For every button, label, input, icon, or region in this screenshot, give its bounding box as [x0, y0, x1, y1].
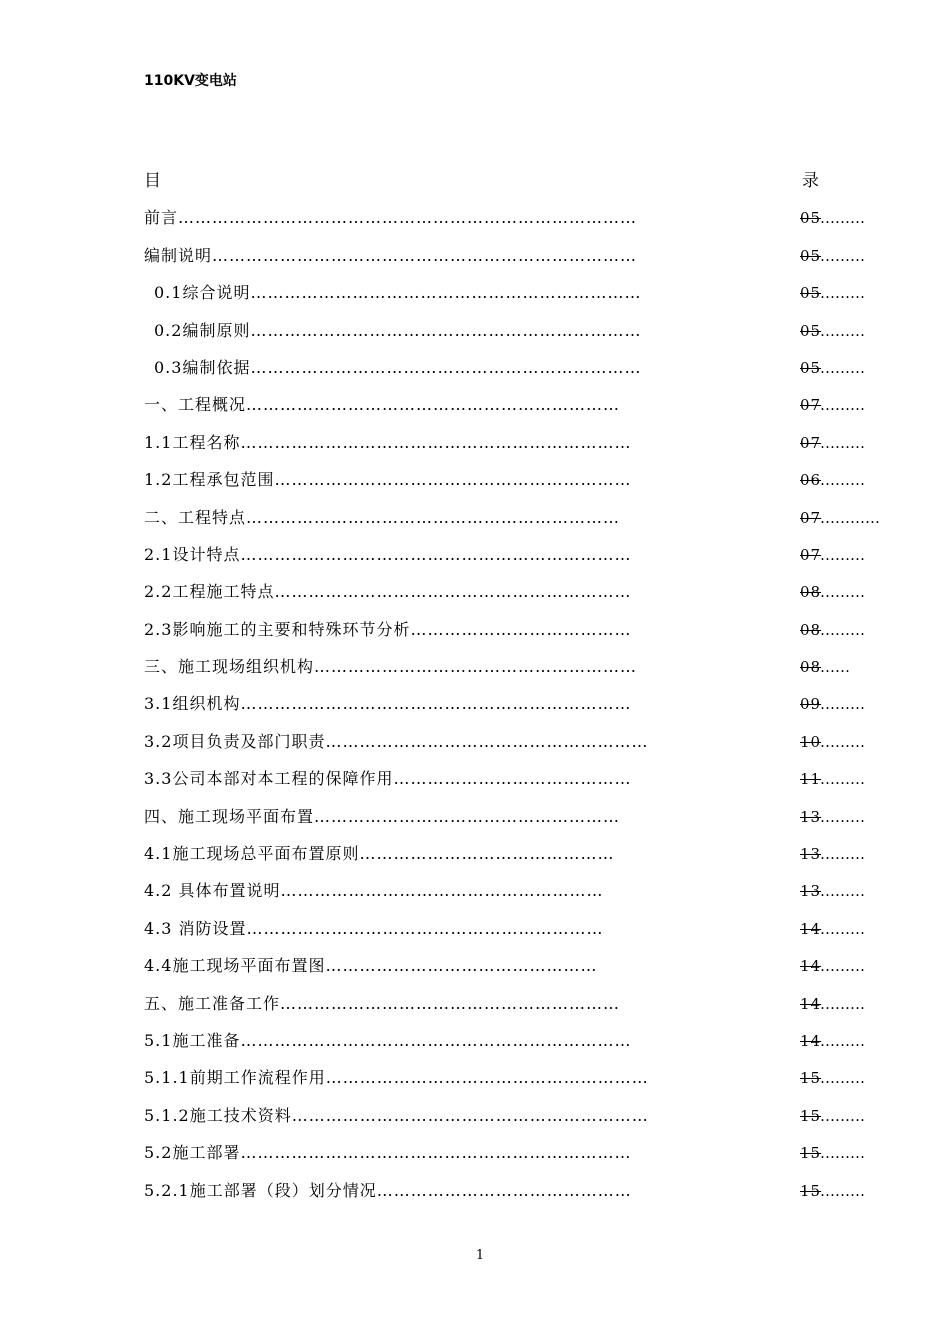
toc-entry[interactable] [144, 540, 884, 577]
toc-entry[interactable] [144, 1101, 884, 1138]
toc-entry-leader: ……… [820, 321, 865, 340]
toc-entry-leader: ……… [820, 845, 865, 864]
toc-heading-left: 目 [144, 171, 161, 191]
document-header-title: 110KV变电站 [144, 73, 237, 89]
toc-entry[interactable] [144, 764, 884, 801]
toc-entry-text: 4.2 具体布置说明………………………………………………… [144, 881, 604, 901]
toc-entry[interactable] [144, 802, 884, 839]
toc-entry-leader: ……… [820, 732, 865, 751]
toc-entry-leader: ……… [820, 471, 865, 490]
toc-entry[interactable] [144, 353, 884, 390]
toc-entry-page: 13 [800, 882, 822, 901]
toc-entry-text: 1.1工程名称…………………………………………………………… [144, 432, 632, 452]
toc-entry-leader: ……… [820, 695, 865, 714]
toc-entry-text: 5.2施工部署…………………………………………………………… [144, 1143, 632, 1163]
toc-entry-leader: ……… [820, 545, 865, 564]
toc-entry-text: 1.2工程承包范围……………………………………………………… [144, 470, 632, 490]
toc-entry[interactable] [144, 989, 884, 1026]
toc-entry-leader: ………… [820, 508, 880, 527]
toc-entry[interactable] [144, 465, 884, 502]
toc-entry[interactable] [144, 652, 884, 689]
toc-entry[interactable] [144, 689, 884, 726]
toc-entry-text: 0.3编制依据…………………………………………………………… [154, 357, 642, 377]
toc-entry-page: 06 [800, 471, 822, 490]
toc-entry-text: 三、施工现场组织机构………………………………………………… [144, 657, 638, 677]
toc-entry-leader: ……… [820, 396, 865, 415]
toc-entry[interactable] [144, 839, 884, 876]
toc-entry-page: 14 [800, 919, 822, 938]
toc-entry-text: 2.2工程施工特点……………………………………………………… [144, 582, 632, 602]
toc-entry[interactable] [144, 316, 884, 353]
toc-entry-leader: ……… [820, 882, 865, 901]
toc-entry-text: 3.3公司本部对本工程的保障作用…………………………………… [144, 769, 632, 789]
toc-entry-text: 0.1综合说明…………………………………………………………… [154, 283, 642, 303]
toc-entry[interactable] [144, 278, 884, 315]
toc-entry-page: 14 [800, 994, 822, 1013]
toc-entry-leader: ……… [820, 1069, 865, 1088]
toc-entry-text: 5.1施工准备…………………………………………………………… [144, 1030, 632, 1050]
toc-entry-leader: ……… [820, 770, 865, 789]
toc-entry[interactable] [144, 1026, 884, 1063]
toc-entry-leader: ……… [820, 1144, 865, 1163]
toc-entry-leader: ……… [820, 1031, 865, 1050]
toc-entry[interactable] [144, 241, 884, 278]
toc-entry-page: 07 [800, 396, 822, 415]
toc-entry-leader: ……… [820, 919, 865, 938]
toc-entry-text: 前言……………………………………………………………………… [144, 208, 638, 228]
toc-entry-page: 07 [800, 545, 822, 564]
toc-entry-leader: …… [820, 658, 850, 677]
toc-entry[interactable] [144, 876, 884, 913]
toc-entry-page: 07 [800, 433, 822, 452]
toc-entry-page: 10 [800, 732, 822, 751]
toc-heading [144, 166, 884, 203]
toc-entry-page: 08 [800, 583, 822, 602]
toc-entry-text: 0.2编制原则…………………………………………………………… [154, 320, 642, 340]
toc-entry[interactable] [144, 503, 884, 540]
toc-entry-page: 15 [800, 1181, 822, 1200]
toc-entry-leader: ……… [820, 994, 865, 1013]
toc-entry-leader: ……… [820, 209, 865, 228]
toc-entry-text: 编制说明………………………………………………………………… [144, 245, 638, 265]
toc-entry[interactable] [144, 727, 884, 764]
toc-entry-text: 五、施工准备工作…………………………………………………… [144, 993, 621, 1013]
toc-entry-page: 13 [800, 807, 822, 826]
toc-entry-leader: ……… [820, 246, 865, 265]
toc-entry-text: 4.1施工现场总平面布置原则……………………………………… [144, 844, 615, 864]
toc-entry-page: 05 [800, 321, 822, 340]
toc-entry-leader: ……… [820, 1106, 865, 1125]
toc-heading-right: 录 [802, 171, 819, 191]
toc-entry[interactable] [144, 428, 884, 465]
table-of-contents [144, 166, 884, 1213]
toc-entry-page: 07 [800, 508, 822, 527]
toc-entry-leader: ……… [820, 620, 865, 639]
toc-entry-text: 二、工程特点………………………………………………………… [144, 507, 621, 527]
toc-entry-page: 15 [800, 1106, 822, 1125]
toc-entry-page: 11 [800, 770, 822, 789]
toc-entry[interactable] [144, 577, 884, 614]
toc-entry[interactable] [144, 390, 884, 427]
toc-entry-leader: ……… [820, 807, 865, 826]
toc-entry-page: 08 [800, 620, 822, 639]
toc-entry-page: 14 [800, 957, 822, 976]
toc-entry-text: 一、工程概况………………………………………………………… [144, 395, 621, 415]
toc-entry-text: 2.3影响施工的主要和特殊环节分析………………………………… [144, 619, 632, 639]
toc-entry-text: 5.1.2施工技术资料……………………………………………………… [144, 1105, 649, 1125]
toc-entry-page: 15 [800, 1069, 822, 1088]
toc-entry-leader: ……… [820, 1181, 865, 1200]
toc-entry-text: 四、施工现场平面布置……………………………………………… [144, 806, 621, 826]
toc-entry-text: 5.2.1施工部署（段）划分情况……………………………………… [144, 1180, 632, 1200]
toc-entry-page: 09 [800, 695, 822, 714]
toc-entry-leader: ……… [820, 358, 865, 377]
toc-entry-leader: ……… [820, 957, 865, 976]
toc-entry[interactable] [144, 1138, 884, 1175]
toc-entry[interactable] [144, 914, 884, 951]
toc-entry-page: 05 [800, 246, 822, 265]
toc-entry-page: 05 [800, 284, 822, 303]
toc-entry-text: 4.4施工现场平面布置图………………………………………… [144, 956, 598, 976]
toc-entry-page: 13 [800, 845, 822, 864]
toc-entry-page: 05 [800, 209, 822, 228]
toc-entry-text: 3.2项目负责及部门职责………………………………………………… [144, 731, 649, 751]
toc-entry-leader: ……… [820, 583, 865, 602]
toc-entry[interactable] [144, 203, 884, 240]
toc-entry-text: 2.1设计特点…………………………………………………………… [144, 544, 632, 564]
toc-entry-text: 4.3 消防设置……………………………………………………… [144, 918, 604, 938]
toc-entry[interactable] [144, 615, 884, 652]
page-number: 1 [475, 1248, 485, 1263]
toc-entry-text: 3.1组织机构…………………………………………………………… [144, 694, 632, 714]
toc-entry-page: 15 [800, 1144, 822, 1163]
toc-entry-page: 08 [800, 658, 822, 677]
toc-entry-leader: ……… [820, 433, 865, 452]
toc-entry[interactable] [144, 1176, 884, 1213]
toc-entry-text: 5.1.1前期工作流程作用………………………………………………… [144, 1068, 649, 1088]
toc-entry[interactable] [144, 951, 884, 988]
toc-entry-leader: ……… [820, 284, 865, 303]
toc-entry[interactable] [144, 1063, 884, 1100]
toc-entry-page: 14 [800, 1031, 822, 1050]
toc-entry-page: 05 [800, 358, 822, 377]
